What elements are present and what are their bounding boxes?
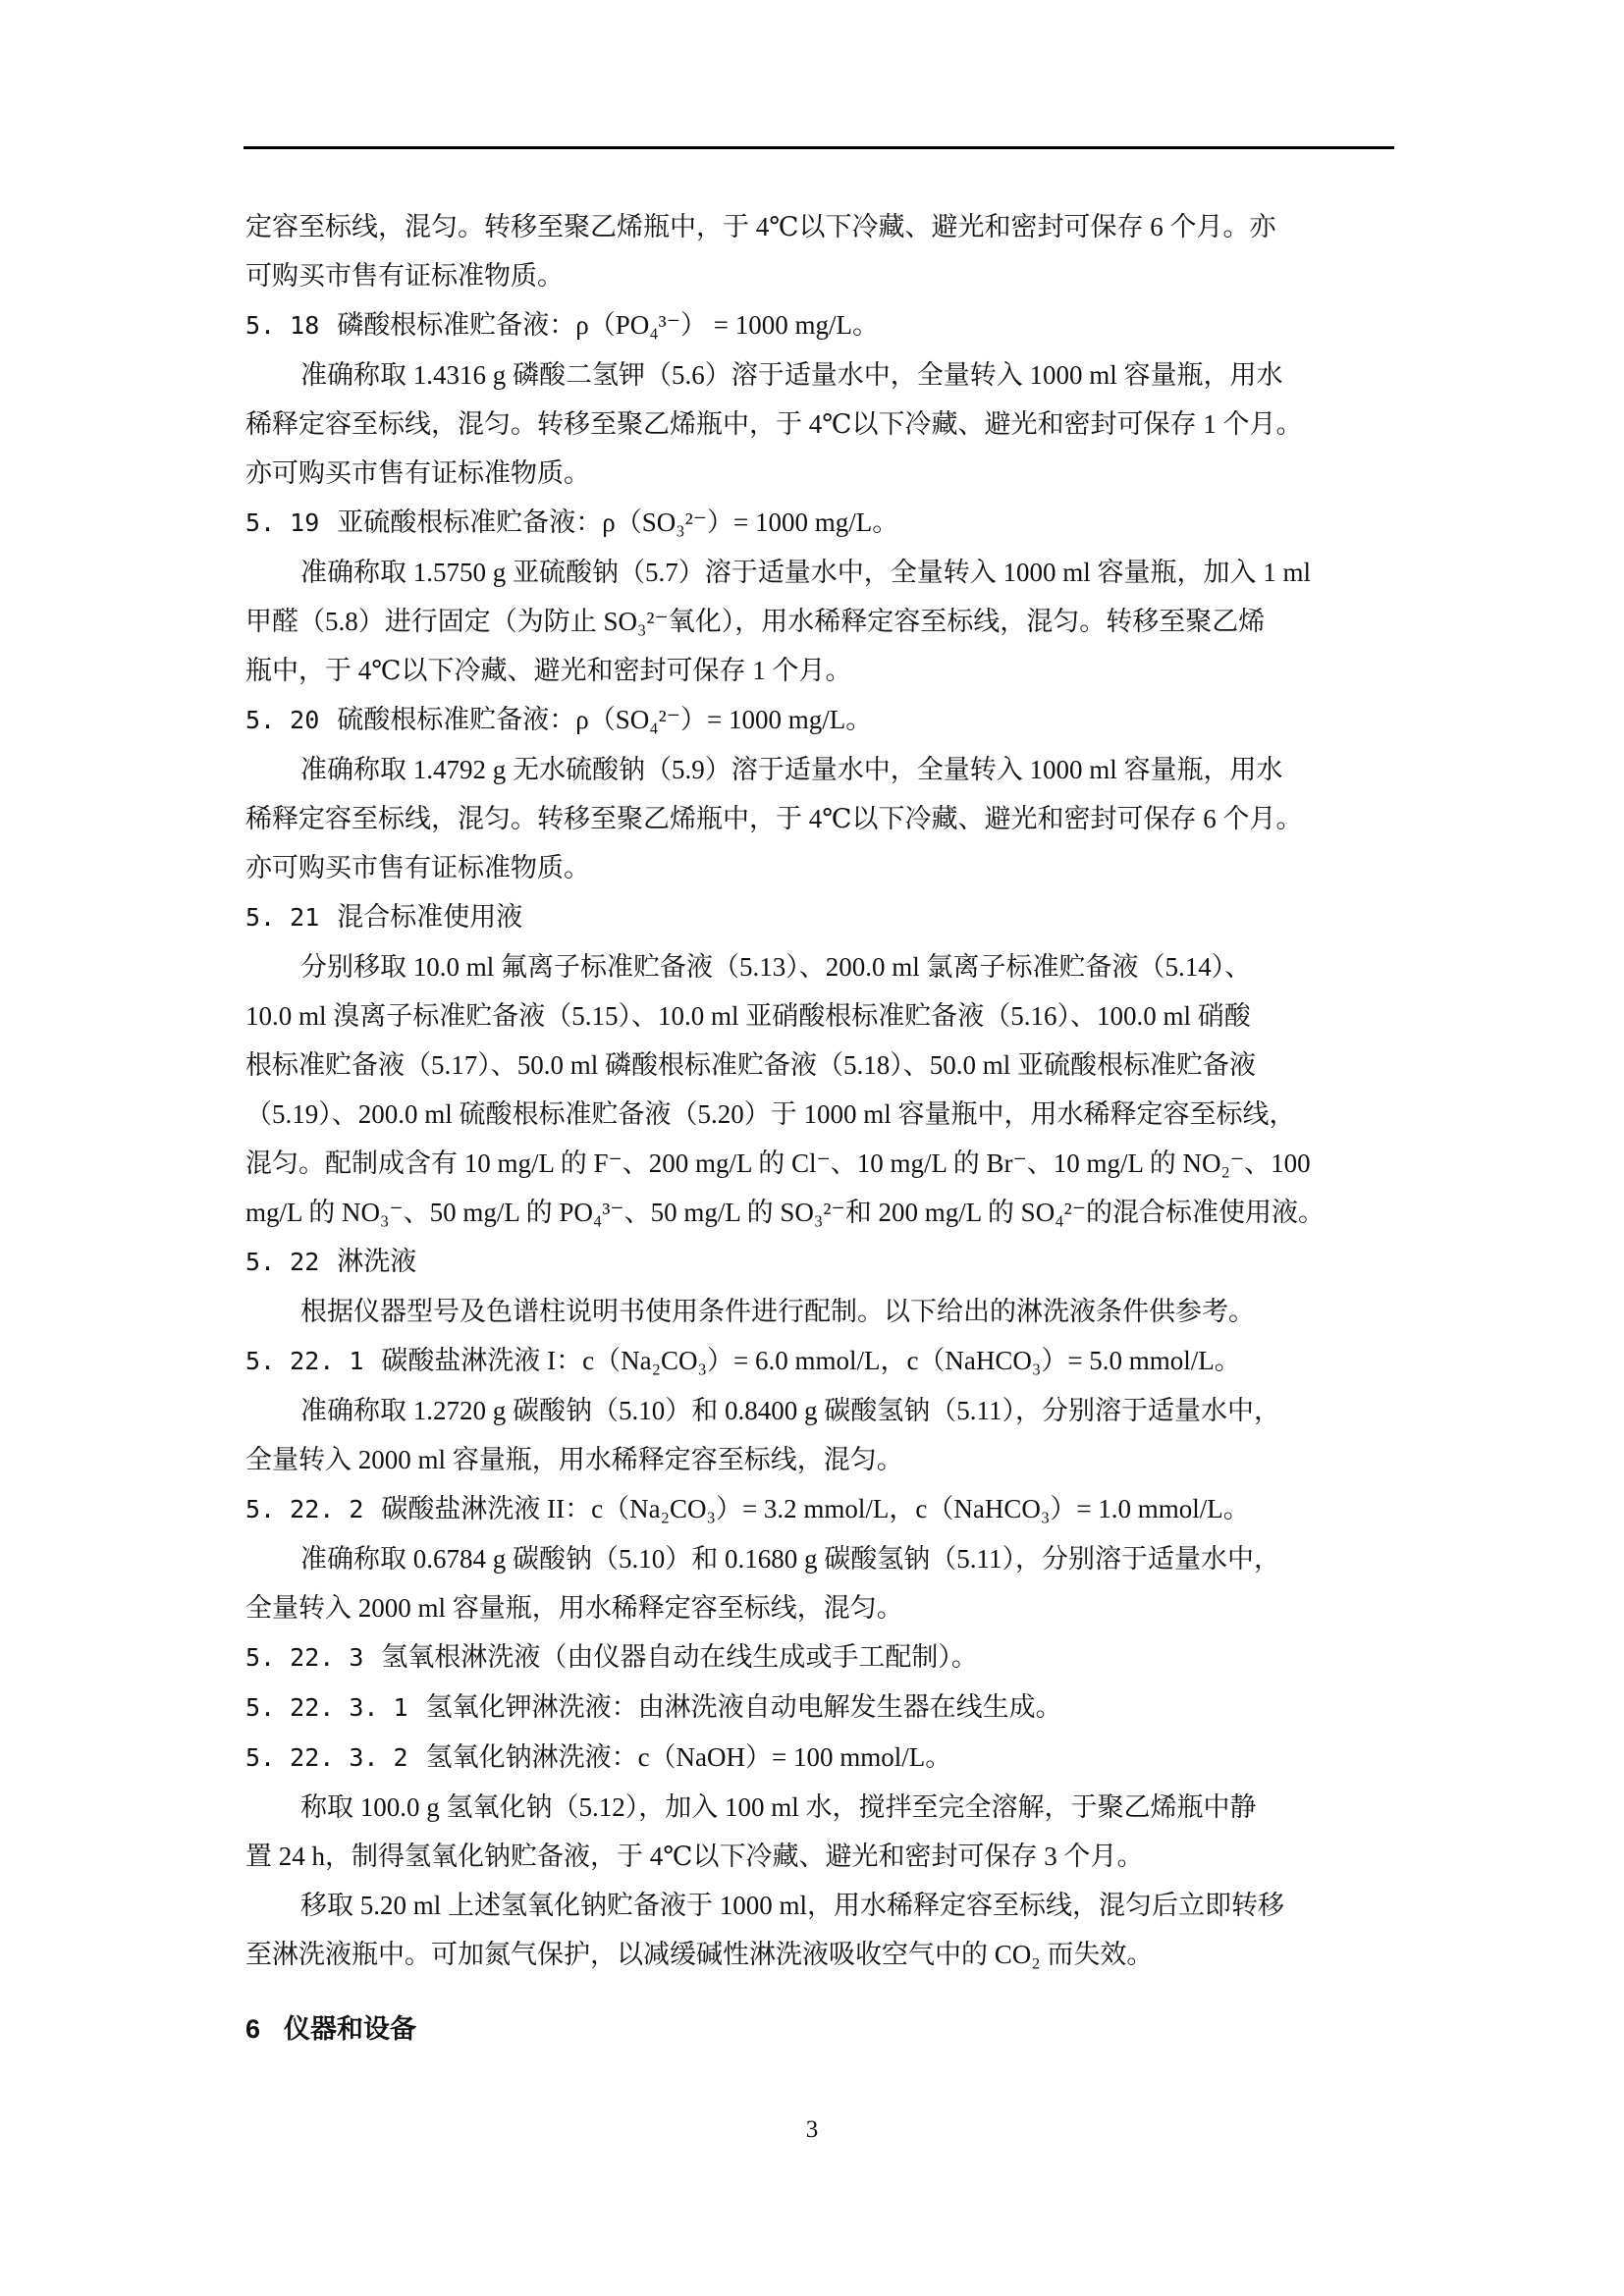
text-line: 甲醛（5.8）进行固定（为防止 SO₃²⁻氧化），用水稀释定容至标线，混匀。转移至聚乙烯 — [245, 607, 1266, 636]
clause-number: 5. 18 — [245, 311, 320, 340]
clause-number: 5. 22 — [245, 1248, 320, 1276]
text-line: （5.19）、200.0 ml 硫酸根标准贮备液（5.20）于 1000 ml 容量瓶中，用水稀释定容至标线， — [245, 1099, 1296, 1129]
text-line: 稀释定容至标线，混匀。转移至聚乙烯瓶中，于 4℃以下冷藏、避光和密封可保存 6 个月。 — [245, 804, 1303, 833]
clause-heading — [245, 1484, 1394, 1534]
text-line: 根据仪器型号及色谱柱说明书使用条件进行配制。以下给出的淋洗液条件供参考。 — [300, 1297, 1255, 1326]
text-line: 准确称取 0.6784 g 碳酸钠（5.10）和 0.1680 g 碳酸氢钠（5.11），分别溶于适量水中， — [300, 1544, 1280, 1574]
clause-title: 磷酸根标准贮备液：ρ（PO₄³⁻） = 1000 mg/L。 — [337, 310, 879, 340]
clause-number: 5. 22. 2 — [245, 1495, 364, 1523]
clause-number: 5. 20 — [245, 706, 320, 734]
text-line: mg/L 的 NO₃⁻、50 mg/L 的 PO₄³⁻、50 mg/L 的 SO₃²⁻和 200 mg/L 的 SO₄²⁻的混合标准使用液。 — [245, 1198, 1325, 1227]
text-line: 瓶中，于 4℃以下冷藏、避光和密封可保存 1 个月。 — [245, 656, 852, 685]
text-line: 全量转入 2000 ml 容量瓶，用水稀释定容至标线，混匀。 — [245, 1445, 903, 1474]
paragraph — [245, 745, 1394, 892]
clause-title: 氢氧化钠淋洗液：c（NaOH）= 100 mmol/L。 — [425, 1742, 952, 1772]
clause-heading — [245, 498, 1394, 548]
text-line: 准确称取 1.4316 g 磷酸二氢钾（5.6）溶于适量水中，全量转入 1000 ml 容量瓶，用水 — [300, 360, 1283, 390]
text-line: 准确称取 1.5750 g 亚硫酸钠（5.7）溶于适量水中，全量转入 1000 ml 容量瓶，加入 1 ml — [300, 558, 1312, 587]
clause-number: 5. 22. 3. 1 — [245, 1693, 408, 1722]
clause-number: 5. 21 — [245, 903, 320, 932]
clause-number: 6 — [245, 2014, 261, 2044]
text-line: 准确称取 1.2720 g 碳酸钠（5.10）和 0.8400 g 碳酸氢钠（5.11），分别溶于适量水中， — [300, 1396, 1280, 1425]
text-line: 定容至标线，混匀。转移至聚乙烯瓶中，于 4℃以下冷藏、避光和密封可保存 6 个月。亦 — [245, 212, 1276, 241]
text-line: 根标准贮备液（5.17）、50.0 ml 磷酸根标准贮备液（5.18）、50.0 ml 亚硫酸根标准贮备液 — [245, 1050, 1257, 1080]
clause-heading — [245, 892, 1394, 942]
text-line: 移取 5.20 ml 上述氢氧化钠贮备液于 1000 ml，用水稀释定容至标线，混匀后立即转移 — [300, 1891, 1285, 1920]
clause-title: 混合标准使用液 — [337, 902, 523, 932]
paragraph — [245, 548, 1394, 695]
clause-title: 氢氧化钾淋洗液：由淋洗液自动电解发生器在线生成。 — [425, 1692, 1062, 1722]
text-line: 至淋洗液瓶中。可加氮气保护，以减缓碱性淋洗液吸收空气中的 CO₂ 而失效。 — [245, 1940, 1154, 1969]
text-line: 10.0 ml 溴离子标准贮备液（5.15）、10.0 ml 亚硝酸根标准贮备液（5.16）、100.0 ml 硝酸 — [245, 1001, 1251, 1031]
clause-heading — [245, 300, 1394, 350]
text-line: 准确称取 1.4792 g 无水硫酸钠（5.9）溶于适量水中，全量转入 1000 ml 容量瓶，用水 — [300, 755, 1283, 784]
text-line: 亦可购买市售有证标准物质。 — [245, 458, 590, 488]
text-line: 分别移取 10.0 ml 氟离子标准贮备液（5.13）、200.0 ml 氯离子标准贮备液（5.14）、 — [300, 952, 1252, 982]
paragraph — [245, 1534, 1394, 1632]
text-line: 称取 100.0 g 氢氧化钠（5.12），加入 100 ml 水，搅拌至完全溶解，于聚乙烯瓶中静 — [300, 1792, 1257, 1822]
text-line: 亦可购买市售有证标准物质。 — [245, 853, 590, 882]
clause-number: 5. 22. 1 — [245, 1347, 364, 1375]
paragraph — [245, 1783, 1394, 1881]
paragraph — [245, 1386, 1394, 1484]
page-number: 3 — [805, 2116, 819, 2143]
clause-number: 5. 22. 3. 2 — [245, 1743, 408, 1772]
clause-title: 硫酸根标准贮备液：ρ（SO₄²⁻）= 1000 mg/L。 — [337, 705, 873, 734]
clause-title: 仪器和设备 — [284, 2014, 417, 2044]
clause-title: 亚硫酸根标准贮备液：ρ（SO₃²⁻）= 1000 mg/L。 — [337, 507, 899, 537]
clause-number: 5. 22. 3 — [245, 1643, 364, 1672]
clause-heading — [245, 1632, 1394, 1682]
paragraph — [245, 942, 1394, 1237]
text-line: 混匀。配制成含有 10 mg/L 的 F⁻、200 mg/L 的 Cl⁻、10 mg/L 的 Br⁻、10 mg/L 的 NO₂⁻、100 — [245, 1148, 1311, 1178]
clause-heading — [245, 1336, 1394, 1386]
paragraph — [245, 1287, 1394, 1336]
clause-number: 5. 19 — [245, 508, 320, 537]
header-rule — [244, 146, 1394, 149]
clause-title: 碳酸盐淋洗液 I：c（Na₂CO₃）= 6.0 mmol/L，c（NaHCO₃）= 5.0 mmol/L。 — [381, 1346, 1241, 1375]
text-line: 置 24 h，制得氢氧化钠贮备液，于 4℃以下冷藏、避光和密封可保存 3 个月。 — [245, 1842, 1144, 1871]
text-line: 稀释定容至标线，混匀。转移至聚乙烯瓶中，于 4℃以下冷藏、避光和密封可保存 1 个月。 — [245, 409, 1303, 439]
section-heading — [245, 2004, 1394, 2054]
paragraph — [245, 350, 1394, 498]
document-body — [245, 202, 1394, 2054]
text-line: 全量转入 2000 ml 容量瓶，用水稀释定容至标线，混匀。 — [245, 1593, 903, 1623]
clause-heading — [245, 1237, 1394, 1287]
paragraph — [245, 202, 1394, 300]
paragraph — [245, 1881, 1394, 1979]
clause-title: 氢氧根淋洗液（由仪器自动在线生成或手工配制）。 — [381, 1642, 978, 1672]
clause-heading — [245, 695, 1394, 745]
clause-heading — [245, 1682, 1394, 1733]
text-line: 可购买市售有证标准物质。 — [245, 261, 564, 291]
clause-title: 碳酸盐淋洗液 II：c（Na₂CO₃）= 3.2 mmol/L，c（NaHCO₃）= 1.0 mmol/L。 — [381, 1494, 1250, 1523]
clause-heading — [245, 1733, 1394, 1783]
clause-title: 淋洗液 — [337, 1247, 417, 1276]
